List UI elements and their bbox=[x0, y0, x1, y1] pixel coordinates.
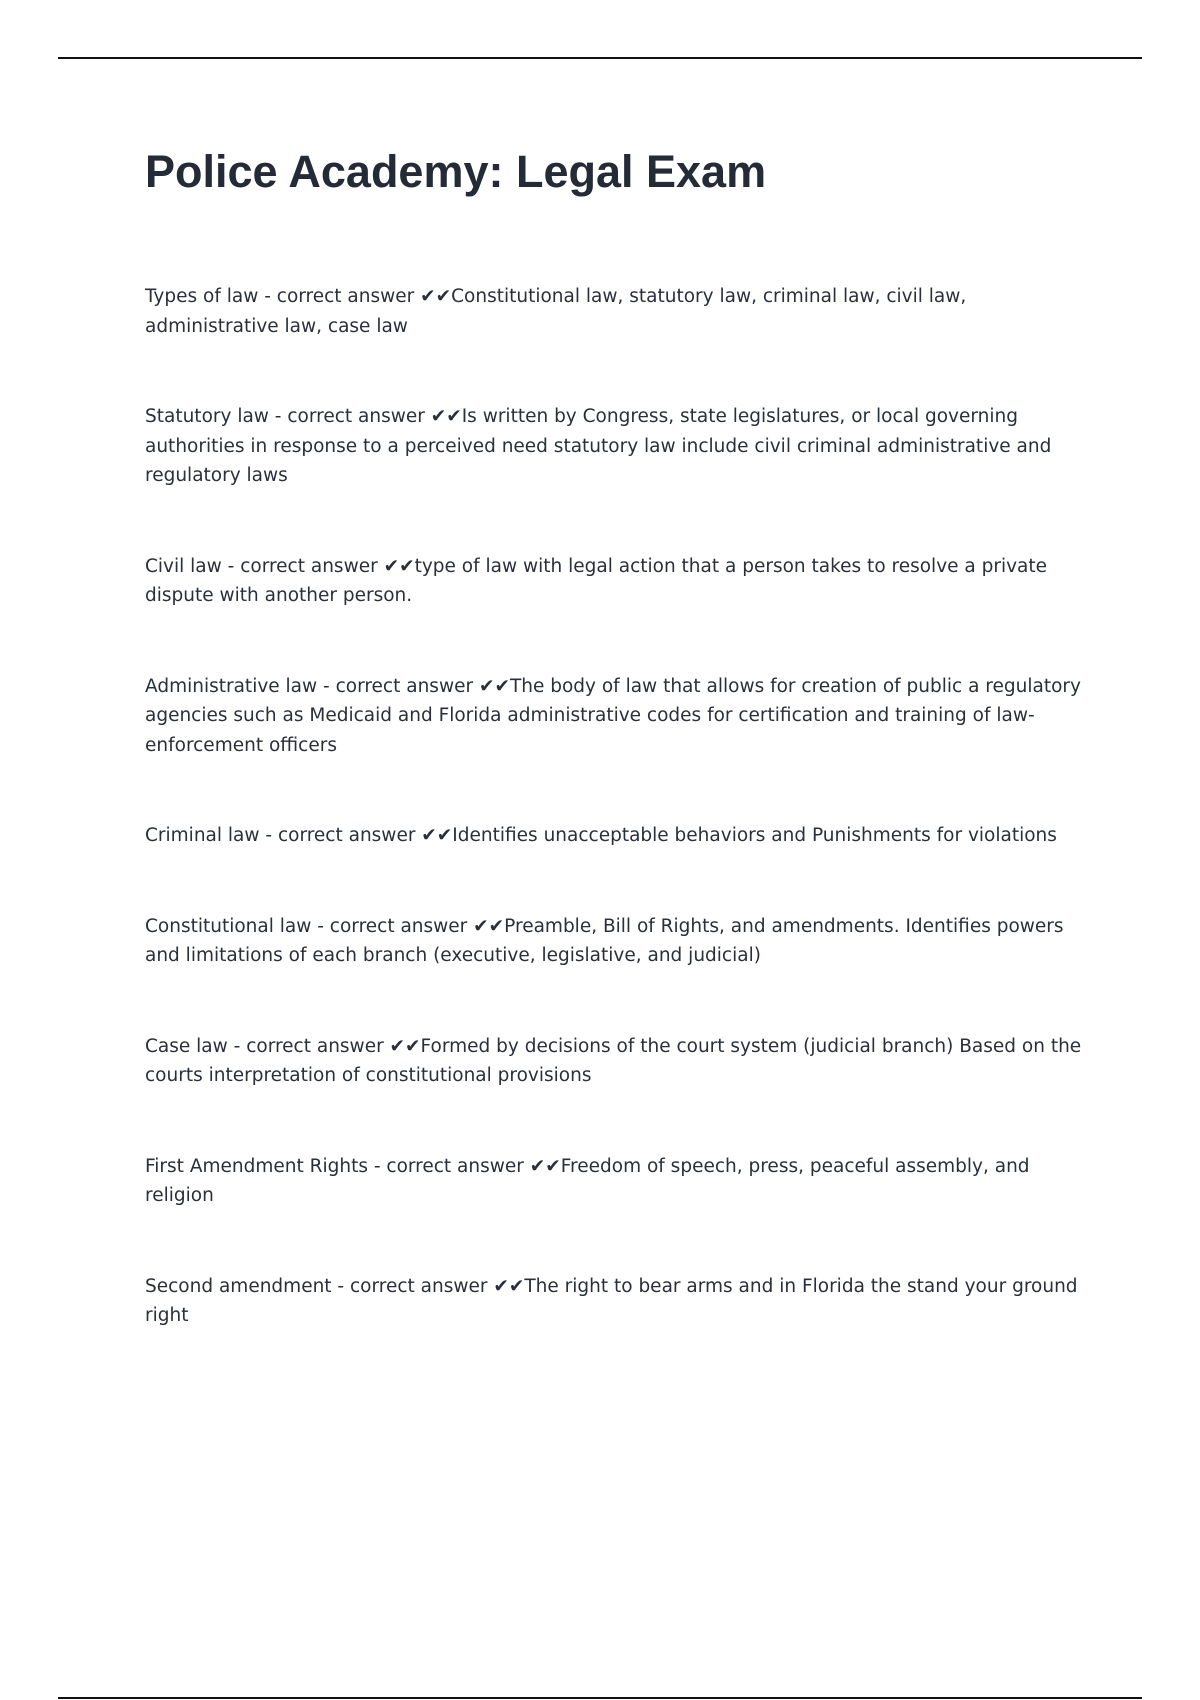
qa-entry-case-law: Case law - correct answer ✔✔Formed by decisions of the court system (judicial branch) Based on the courts interpretation of constitutional provisions bbox=[145, 1035, 1082, 1086]
qa-entry-first-amendment: First Amendment Rights - correct answer ✔✔Freedom of speech, press, peaceful assembly, and religion bbox=[145, 1155, 1030, 1206]
qa-entry-second-amendment: Second amendment - correct answer ✔✔The right to bear arms and in Florida the stand your ground right bbox=[145, 1275, 1078, 1326]
qa-entry-criminal-law: Criminal law - correct answer ✔✔Identifies unacceptable behaviors and Punishments for violations bbox=[145, 825, 1057, 846]
document-title: Police Academy: Legal Exam bbox=[145, 146, 767, 197]
bottom-divider bbox=[58, 1697, 1142, 1699]
qa-entry-administrative-law: Administrative law - correct answer ✔✔The body of law that allows for creation of public a regulatory agencies such as Medicaid and Florida administrative codes for certification and training of law-enforcement officers bbox=[145, 675, 1081, 756]
top-divider bbox=[58, 57, 1142, 59]
qa-entry-civil-law: Civil law - correct answer ✔✔type of law with legal action that a person takes to resolve a private dispute with another person. bbox=[145, 555, 1048, 606]
document-body bbox=[145, 140, 1090, 1331]
qa-entry-statutory-law: Statutory law - correct answer ✔✔Is written by Congress, state legislatures, or local governing authorities in response to a perceived need statutory law include civil criminal administrative and regulatory laws bbox=[145, 406, 1052, 486]
qa-entry-constitutional-law: Constitutional law - correct answer ✔✔Preamble, Bill of Rights, and amendments. Identifies powers and limitations of each branch (executive, legislative, and judicial) bbox=[145, 915, 1064, 966]
qa-entry-types-of-law: Types of law - correct answer ✔✔Constitutional law, statutory law, criminal law, civil law, administrative law, case law bbox=[145, 286, 967, 337]
